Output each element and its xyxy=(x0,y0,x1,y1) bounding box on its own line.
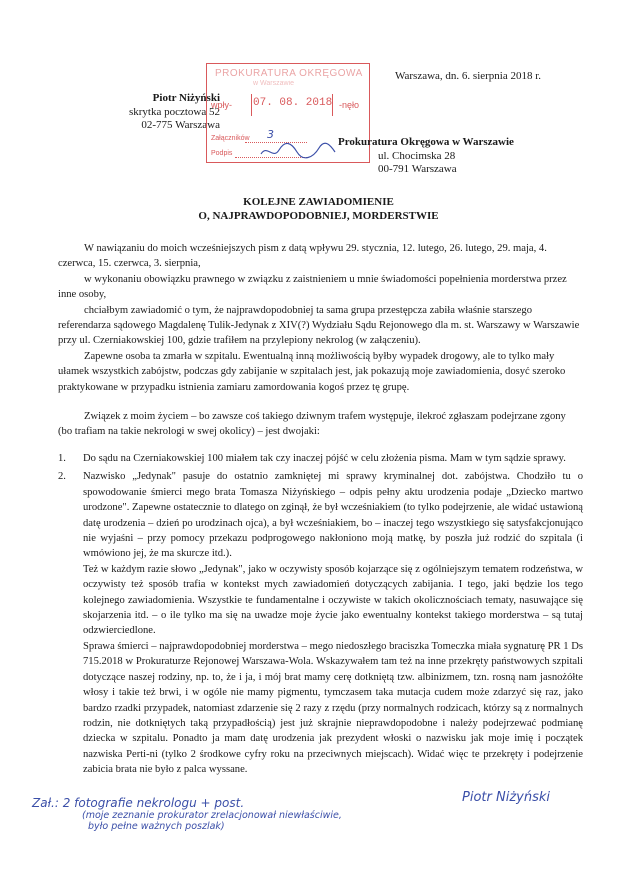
numbered-list xyxy=(58,451,583,778)
recipient-line: 00-791 Warszawa xyxy=(378,163,457,176)
body-text xyxy=(58,241,582,440)
handwritten-line: Zał.: 2 fotografie nekrologu + post. xyxy=(32,796,245,810)
stamp-date: 07. 08. 2018 xyxy=(253,97,333,109)
handwritten-attachments-note xyxy=(32,796,342,832)
stamp-attachments-value: 3 xyxy=(267,128,274,141)
list-item-text: Do sądu na Czerniakowskiej 100 miałem tak czy inaczej pójść w celu złożenia pisma. Mam w tym sądzie sprawy. xyxy=(83,453,566,464)
stamp-subheader: w Warszawie xyxy=(253,80,294,87)
sender-name: Piotr Niżyński xyxy=(152,92,220,104)
list-item xyxy=(58,451,583,466)
stamp-wplynelo-left: wpły- xyxy=(211,100,233,110)
list-item xyxy=(58,469,583,777)
document-date: Warszawa, dn. 6. sierpnia 2018 r. xyxy=(395,70,542,82)
list-number: 2. xyxy=(58,471,66,483)
stamp-header: PROKURATURA OKRĘGOWA xyxy=(215,68,363,79)
sender-line: 02-775 Warszawa xyxy=(141,119,220,132)
title-line: KOLEJNE ZAWIADOMIENIE xyxy=(243,196,394,208)
handwritten-signature: Piotr Niżyński xyxy=(462,790,550,805)
list-item-text: Sprawa śmierci – najprawdopodobniej morderstwa – mego niedoszłego braciszka Tomeczka miała sygnaturę PR 1 Ds 715.2018 w Prokuraturze Rejonowej Warszawa-Wola. Wskazywałem tam też na inne przekręty państwowych szpitali dotyczące naszej rodziny, np. to, że i ja, i mój brat mamy cerę dotkniętą tzw. albinizmem, tzn. rosną nam jasnożółte włosy i takie też brwi, i w ogóle nie mamy pigmentu, tymczasem taka mutacja cudem może zdarzyć się raz, jako bardzo rzadki przypadek, natomiast zdarzenie się 2 razy z rzędu (przy normalnych rodzicach, którzy są z normalnych rodzin, nie dotkniętych taką przypadłością) jest już skrajnie nieprawdopodobne i należy podejrzewać podmianę dziecka w szpitalu. Ponadto ja mam datę urodzenia jak prezydent włoski o nazwisku jak moje imię i początek nazwiska Perti-ni (tylko 2 środkowe cyfry roku na przeciwnych miejscach). Widać więc te przekręty i podejrzenie zabicia brata nie było z palca wyssane. xyxy=(83,640,583,776)
document-title xyxy=(0,196,637,223)
sender-address xyxy=(70,92,220,133)
stamp-signature-scribble xyxy=(257,138,337,162)
list-item-text: Też w każdym razie słowo „Jedynak", jako w oczywisty sposób kojarzące się z ogólniejszym tematem rodzeństwa, w oczywisty też sposób trafia w kontekst mych zawiadomień dotyczących zabijania. I tego, jaki będzie los tego kolejnego zawiadomienia. Wszystkie te fundamentalne i oczywiste w takich okolicznościach tematy, nasuwające się skojarzenia itd. – o ile tylko ma się na uwadze moje życie jako ewentualny kontekst takiego morderstwa – są tutaj odzwierciedlone. xyxy=(83,563,583,637)
recipient-line: ul. Chocimska 28 xyxy=(378,149,456,162)
handwritten-line: było pełne ważnych poszlak) xyxy=(88,821,225,832)
paragraph: chciałbym zawiadomić o tym, że najprawdopodobniej ta sama grupa przestępcza zabiła właśnie starszego referendarza sądowego Magdalenę Tulik-Jedynak z XIV(?) Wydziału Sądu Rejonowego dla m. st. Warszawy w Warszawie przy ul. Czerniakowskiej 100, gdzie trafiłem na przylepiony nekrolog (w załączeniu). xyxy=(58,304,580,347)
list-item-text: Nazwisko „Jedynak" pasuje do ostatnio zamkniętej mi sprawy kryminalnej dot. zabójstwa. Chodziło tu o spowodowanie śmierci mego brata Tomasza Niżyńskiego – odpis pełny aktu urodzenia podaje „Dziecko martwo urodzone". Zapewne ostatecznie to dlatego on zginął, że był wcześniakiem (to tylko podejrzenie, ale widać ustawioną datę urodzenia – dzień po urodzinach ojca), a był wcześniakiem, bo – inaczej tego wszystkiego się satysfakcjonująco nie wyjaśni – przy pomocy przekazu podprogowego nakłoniono moją matkę, by poszła już rodzić do szpitala (i wmówiono jej, że ma skurcze itd.). xyxy=(83,471,583,560)
handwritten-line: (moje zeznanie prokurator zrelacjonował niewłaściwie, xyxy=(82,810,342,821)
paragraph: Zapewne osoba ta zmarła w szpitalu. Ewentualną inną możliwością byłby wypadek drogowy, ale to tylko mały ułamek wszystkich zabójstw, podczas gdy zabijanie w szpitalach jest, jak pokazują moje zawiadomienia, dosyć szeroko praktykowane w przypadku istnienia zamiaru zamordowania kogoś przez tę grupę. xyxy=(58,350,566,393)
paragraph: Związek z moim życiem – bo zawsze coś takiego dziwnym trafem występuje, ilekroć zgłaszam podejrzane zgony (bo trafiam na takie nekrologi w swej okolicy) – jest dwojaki: xyxy=(58,411,566,438)
paragraph: w wykonaniu obowiązku prawnego w związku z zaistnieniem u mnie świadomości popełnienia morderstwa przez inne osoby, xyxy=(58,273,567,301)
stamp-wplynelo-right: -nęło xyxy=(339,100,360,110)
recipient-address xyxy=(338,136,514,177)
title-line: O, NAJPRAWDOPODOBNIEJ, MORDERSTWIE xyxy=(198,209,439,222)
stamp-attachments-label: Załączników xyxy=(211,135,250,142)
stamp-signature-label: Podpis xyxy=(211,150,233,157)
paragraph: W nawiązaniu do moich wcześniejszych pism z datą wpływu 29. stycznia, 12. lutego, 26. lutego, 29. maja, 4. czerwca, 15. czerwca, 3. sierpnia, xyxy=(58,243,547,270)
sender-line: skrytka pocztowa 52 xyxy=(128,105,220,118)
list-number: 1. xyxy=(58,453,66,464)
recipient-name: Prokuratura Okręgowa w Warszawie xyxy=(338,136,514,148)
